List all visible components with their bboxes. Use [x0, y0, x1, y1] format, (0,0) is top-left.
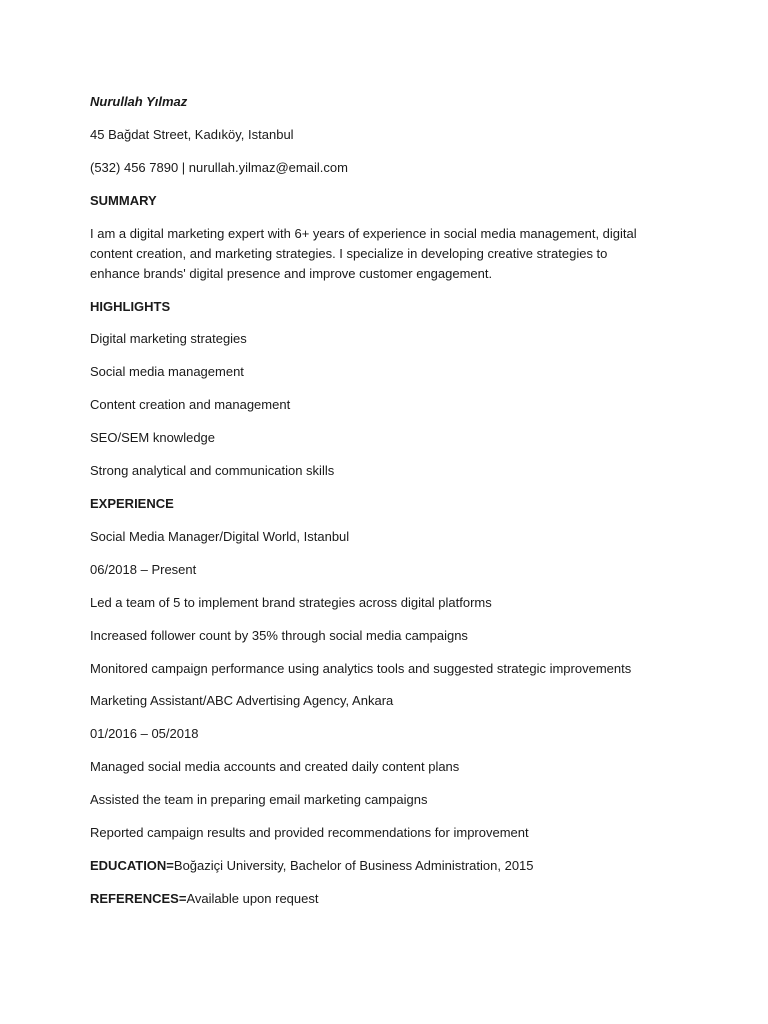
job-title: Marketing Assistant/ABC Advertising Agency, Ankara [90, 693, 394, 708]
job-duty: Monitored campaign performance using analytics tools and suggested strategic improvements [90, 661, 632, 676]
references-label: REFERENCES= [90, 891, 187, 906]
candidate-name: Nurullah Yılmaz [90, 94, 188, 109]
highlights-heading: HIGHLIGHTS [90, 299, 171, 314]
job-dates: 01/2016 – 05/2018 [90, 726, 199, 741]
job-duty: Reported campaign results and provided recommendations for improvement [90, 825, 529, 840]
education-text: Boğaziçi University, Bachelor of Business Administration, 2015 [173, 858, 534, 873]
education-label: EDUCATION= [90, 858, 174, 873]
job-title: Social Media Manager/Digital World, Istanbul [90, 529, 350, 544]
summary-text: I am a digital marketing expert with 6+ years of experience in social media management, digital content creation, and marketing strategies. I specialize in developing creative strategies to enhance brands' digital presence and improve customer engagement. [90, 226, 637, 281]
references-line [90, 889, 318, 909]
contact-info: (532) 456 7890 | nurullah.yilmaz@email.com [90, 160, 348, 175]
summary-heading: SUMMARY [90, 193, 157, 208]
highlight-item: Content creation and management [90, 397, 291, 412]
highlight-item: Strong analytical and communication skills [90, 463, 335, 478]
education-line [90, 856, 534, 876]
job-duty: Managed social media accounts and created daily content plans [90, 759, 460, 774]
job-duty: Assisted the team in preparing email marketing campaigns [90, 792, 428, 807]
highlight-item: Social media management [90, 364, 244, 379]
references-text: Available upon request [186, 891, 319, 906]
job-dates: 06/2018 – Present [90, 562, 197, 577]
address: 45 Bağdat Street, Kadıköy, Istanbul [90, 127, 294, 142]
experience-heading: EXPERIENCE [90, 496, 174, 511]
job-duty: Increased follower count by 35% through social media campaigns [90, 628, 468, 643]
highlight-item: SEO/SEM knowledge [90, 430, 216, 445]
highlight-item: Digital marketing strategies [90, 331, 247, 346]
job-duty: Led a team of 5 to implement brand strategies across digital platforms [90, 595, 492, 610]
